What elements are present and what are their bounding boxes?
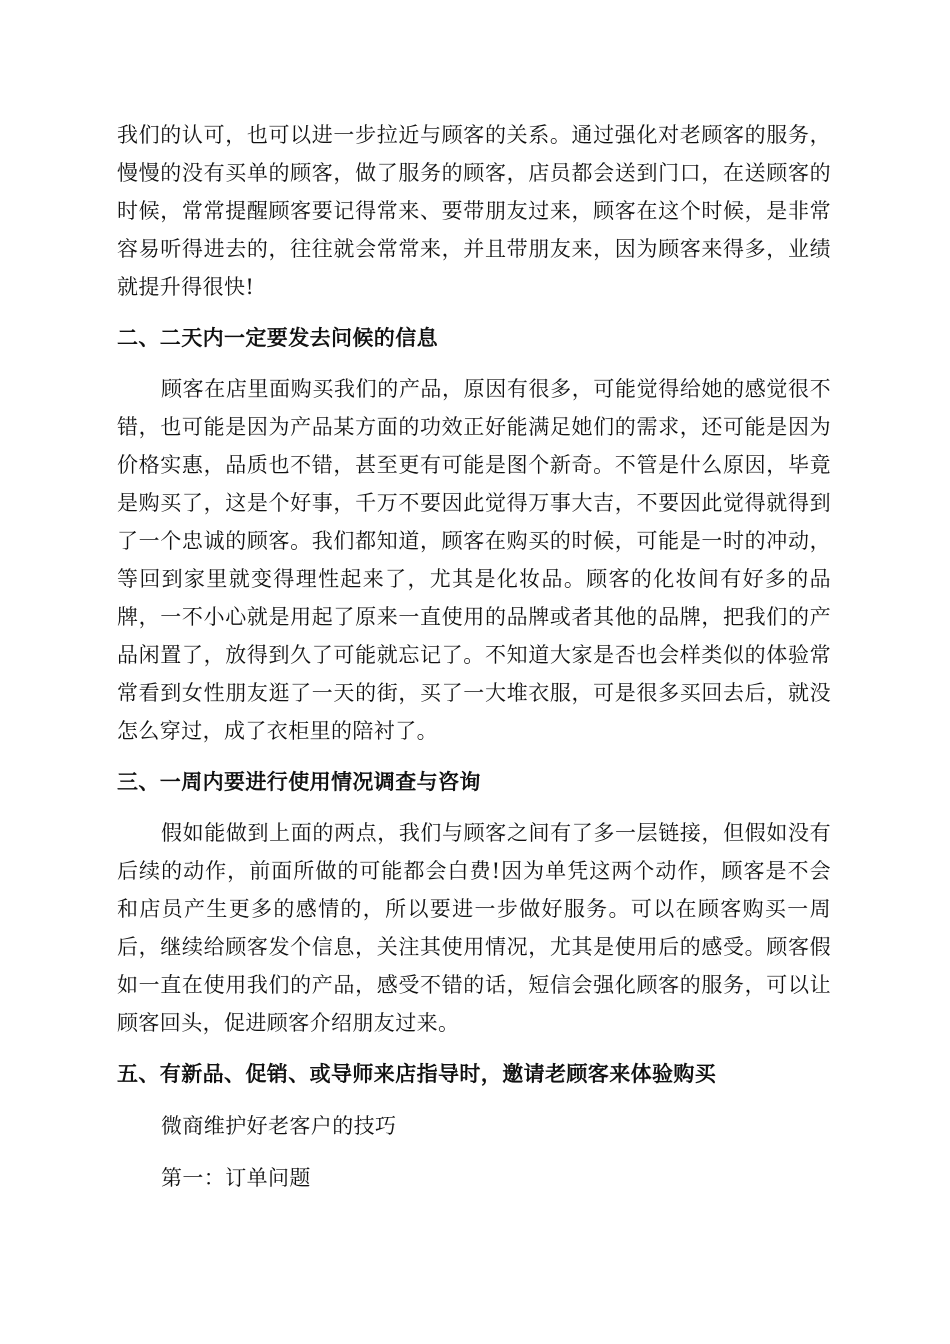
body-paragraph-2: 顾客在店里面购买我们的产品，原因有很多，可能觉得给她的感觉很不错，也可能是因为产品某方面的功效正好能满足她们的需求，还可能是因为价格实惠，品质也不错，甚至更有可能是图个新奇。不管是什么原因，毕竟是购买了，这是个好事，千万不要因此觉得万事大吉，不要因此觉得就得到了一个忠诚的顾客。我们都知道，顾客在购买的时候，可能是一时的冲动，等回到家里就变得理性起来了，尤其是化妆品。顾客的化妆间有好多的品牌，一不小心就是用起了原来一直使用的品牌或者其他的品牌，把我们的产品闲置了，放得到久了可能就忘记了。不知道大家是否也会样类似的体验常常看到女性朋友逛了一天的街，买了一大堆衣服，可是很多买回去后，就没怎么穿过，成了衣柜里的陪衬了。 [117,377,831,743]
body-paragraph-3: 假如能做到上面的两点，我们与顾客之间有了多一层链接，但假如没有后续的动作，前面所做的可能都会白费!因为单凭这两个动作，顾客是不会和店员产生更多的感情的，所以要进一步做好服务。可以在顾客购买一周后，继续给顾客发个信息，关注其使用情况，尤其是使用后的感受。顾客假如一直在使用我们的产品，感受不错的话，短信会强化顾客的服务，可以让顾客回头，促进顾客介绍朋友过来。 [117,821,831,1035]
body-paragraph-1: 我们的认可，也可以进一步拉近与顾客的关系。通过强化对老顾客的服务，慢慢的没有买单的顾客，做了服务的顾客，店员都会送到门口，在送顾客的时候，常常提醒顾客要记得常来、要带朋友过来，顾客在这个时候，是非常容易听得进去的，往往就会常常来，并且带朋友来，因为顾客来得多，业绩就提升得很快! [117,123,831,299]
subsection-item-1: 第一：订单问题 [161,1166,311,1190]
subsection-title: 微商维护好老客户的技巧 [161,1114,397,1138]
section-heading-5: 五、有新品、促销、或导师来店指导时，邀请老顾客来体验购买 [117,1062,717,1086]
section-heading-3: 三、一周内要进行使用情况调查与咨询 [117,770,481,794]
section-heading-2: 二、二天内一定要发去问候的信息 [117,326,438,350]
document-content [117,116,831,1197]
